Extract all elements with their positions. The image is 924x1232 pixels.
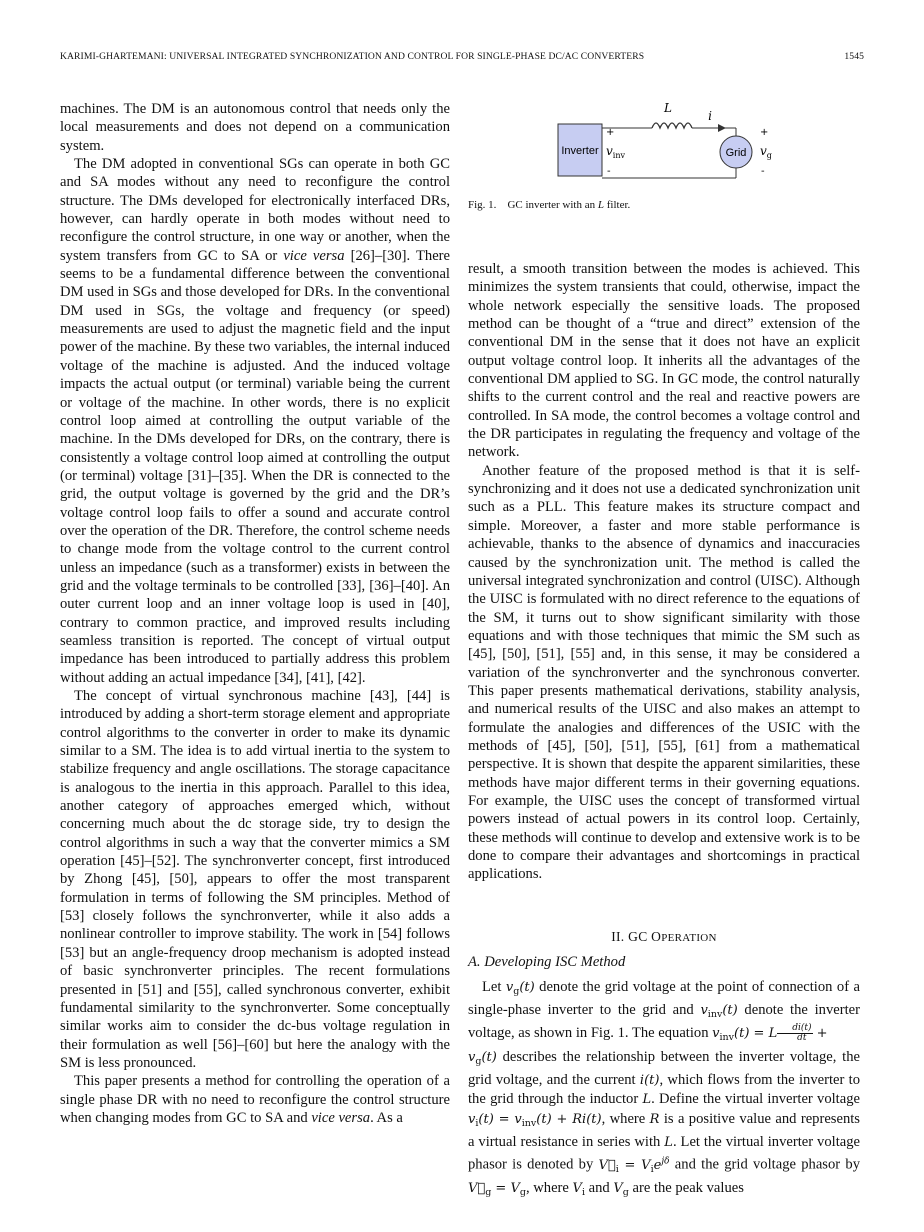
running-title: KARIMI-GHARTEMANI: UNIVERSAL INTEGRATED SYNCHRONIZATION AND CONTROL FOR SINGLE-PHASE DC/AC CONVERTERS [60,51,645,62]
plus-sign: + [760,127,769,138]
paragraph: The DM adopted in conventional SGs can operate in both GC and SA modes without any need to reconfigure the control structure. The DMs developed for electronically interfaced DRs, however, can hardly operate in both modes without need to reconfigure the control structure, in one way or another, when the system transfers from GC to SA or vice versa [26]–[30]. There seems to be a fundamental difference between the conventional DM used in SGs and those developed for DRs. In the conventional DM used in SGs, the voltage and frequency (or speed) measurements are used to adjust the magnetic field and the input power of the machine. By these two variables, the internal induced voltage of the machine is adjusted. And the induced voltage impacts the actual output (or terminal) variable being the current or voltage of the machine. In other words, there is no explicit control loop aimed at controlling the output variable of the machine. In the DMs developed for DRs, on the contrary, there is consistently a voltage control loop aimed at controlling the output (or terminal) voltage [31]–[35]. When the DR is connected to the grid, the output voltage is governed by the grid and the DR’s voltage control loop fails to offer a sound and accurate control over the operation of the DR. Therefore, the control scheme needs to change mode from the voltage control to the current control unless an impedance (such as a transformer) exists in between the grid and the voltage terminals to be controlled [33], [36]–[40]. An outer current loop and an inner voltage loop is used in [40], contrary to common practice, and improved results including seamless transition is reported. The concept of virtual output impedance has been introduced to partially address this problem without adding an actual impedance [34], [41], [42]. [60,156,451,686]
paragraph: The concept of virtual synchronous machine [43], [44] is introduced by adding a short-term storage element and appropriate control algorithms to the converter in order to make its dynamic similar to a SM. The idea is to add virtual inertia to the system to stabilize frequency and angle oscillations. The storage capacitance is analogous to the inertia in this approach. Parallel to this idea, another category of approaches emerged which, without concerning much about the dc storage side, try to design the control algorithms in such a way that the converter mimics a SM operation [45]–[52]. The synchronverter concept, first introduced by Zhong [45], [50], appears to offer the most transparent formulation in terms of following the SM principles. Method of [53] closely follows the synchronverter, while it also adds a nonlinear controller to improve stability. The work in [54] follows [53] but an angle-frequency droop mechanism is adopted instead of basic synchronverter principles. The recent formulations presented in [51] and [55], called synchronous converter, exhibit fundamental similarity to the synchronverter. Some conceptually similar works aim to consider the dc-bus voltage regulation in their formulation as well [56]–[60] but here the analogy with the SM is less pronounced. [60,688,450,1071]
paragraph: machines. The DM is an autonomous control that needs only the local measurements and does not depend on a communication system. [60,101,450,154]
paragraph: Another feature of the proposed method is that it is self-synchronizing and it does not use a dedicated synchronization unit such as a PLL. This feature makes its structure compact and simple. Moreover, a faster and more stable performance is achievable, thanks to the absence of dynamics and inaccuracies caused by the synchronization unit. The method is called the universal integrated synchronization and control (UISC). Although the UISC is formulated with no direct reference to the equations of the SM, it turns out to show significant similarity with those equations and with those techniques that mimic the SM such as [45], [50], [51], [55] and, in this sense, it may be considered a variation of the synchronverter and the synchronous converter. This paper presents mathematical derivations, stability analysis, and numerical results of the UISC and also makes an attempt to formulate the analogies and differences of the USIC with the methods of [45], [50], [51], [55], [61] from a mathematical perspective. It is shown that despite the apparent similarities, these methods have major different terms in their governing equations. For example, the UISC uses the concept of transformed virtual powers instead of actual powers in its control loop. Certainly, these methods will continue to develop and extensive work is to be done to compare their advantages and shortcomings in practical applications. [468,462,860,883]
inductor-symbol [652,123,692,128]
minus-sign: - [761,166,765,177]
current-label: i [708,109,712,123]
plus-sign: + [606,127,615,138]
paragraph: This paper presents a method for controlling the operation of a single phase DR with no need to reconfigure the control structure when changing modes from GC to SA and vice versa. As a [60,1073,450,1126]
section-heading: II. GC OPERATION [611,929,717,944]
grid-label: Grid [725,147,747,159]
inverter-label: Inverter [561,145,599,157]
subsection-heading: A. Developing ISC Method [468,954,626,971]
inductor-label: L [664,101,672,115]
v-inv-label: $v_{inv}$ [606,144,626,160]
page-number: 1545 [844,51,864,62]
figure-caption: Fig. 1. GC inverter with an L filter. [468,199,631,211]
paragraph: Let $v_g(t)$ denote the grid voltage at the point of connection of a single-phase inverter to the grid and $v_{inv}(t)$ denote the inverter voltage, as shown in Fig. 1. The equation $v_{inv}(t) = L$ $\frac{di(t)}{dt}$ + $v_g(t)$ describes the relationship between the inverter voltage, the grid voltage, and the current i(t), which flows from the inverter to the grid through the inductor L. Define the virtual inverter voltage $v_i(t) = v_{inv}(t) + Ri(t)$, where R is a positive value and represents a virtual resistance in series with L. Let the virtual inverter voltage phasor is denoted by $V⃗_i = V_ie^{j\delta}$ and the grid voltage phasor by $V⃗_g = V_g$, where $V_i$ and $V_g$ are the peak values [468,978,861,1199]
paragraph: result, a smooth transition between the modes is achieved. This minimizes the system transients that could, otherwise, impact the whole network especially the sensitive loads. The proposed method can be thought of a “true and direct” extension of the conventional DM in the sense that it does not have an explicit output voltage control loop. It inherits all the advantages of the conventional DM applied to SG. In GC mode, the control naturally shifts to the current control and the real and reactive powers are controlled. In SA mode, the control becomes a voltage control and the DR participates in regulating the frequency and voltage of the network. [468,261,860,461]
figure-circuit-diagram [540,96,790,192]
right-column-bottom [468,928,860,1202]
left-column [60,100,450,1127]
running-header [60,51,864,65]
v-g-label: $v_g$ [760,144,772,160]
current-arrow-icon [718,124,726,132]
right-column-top [468,260,860,884]
minus-sign: - [607,166,611,177]
